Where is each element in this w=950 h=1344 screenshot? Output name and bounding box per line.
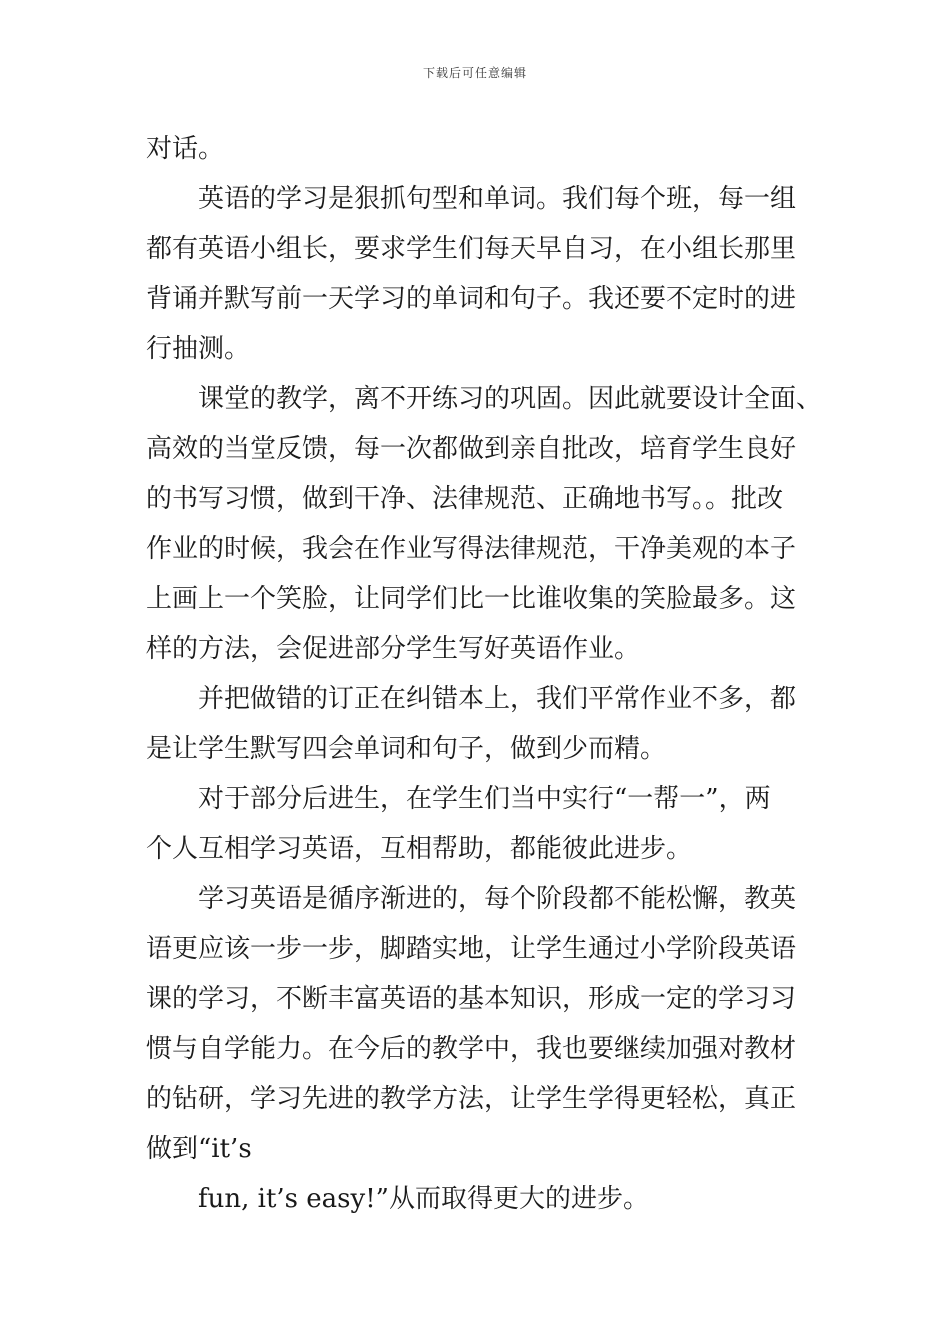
text-line: 学习英语是循序渐进的，每个阶段都不能松懈，教英 [198, 884, 797, 914]
text-line: 个人互相学习英语，互相帮助，都能彼此进步。 [146, 834, 693, 864]
text-line: 样的方法，会促进部分学生写好英语作业。 [146, 634, 641, 664]
text-line: 背诵并默写前一天学习的单词和句子。我还要不定时的进 [146, 284, 797, 314]
text-line: 上画上一个笑脸，让同学们比一比谁收集的笑脸最多。这 [146, 584, 797, 614]
text-line: 高效的当堂反馈，每一次都做到亲自批改，培育学生良好 [146, 434, 797, 464]
text-line: 惯与自学能力。在今后的教学中，我也要继续加强对教材 [146, 1034, 797, 1064]
text-line: 是让学生默写四会单词和句子，做到少而精。 [146, 734, 667, 764]
text-line: 语更应该一步一步，脚踏实地，让学生通过小学阶段英语 [146, 934, 797, 964]
text-line: fun, it’s easy!”从而取得更大的进步。 [198, 1184, 649, 1214]
text-line: 课堂的教学，离不开练习的巩固。因此就要设计全面、 [198, 384, 823, 414]
text-line: 对话。 [146, 134, 225, 164]
text-line: 做到“it’s [146, 1134, 252, 1164]
text-line: 行抽测。 [146, 334, 251, 364]
text-line: 作业的时候，我会在作业写得法律规范，干净美观的本子 [146, 534, 797, 564]
text-line: 英语的学习是狠抓句型和单词。我们每个班，每一组 [198, 184, 797, 214]
text-line: 并把做错的订正在纠错本上，我们平常作业不多，都 [198, 684, 797, 714]
page-header: 下载后可任意编辑 [422, 66, 527, 80]
body-text [146, 124, 836, 1224]
text-line: 的书写习惯，做到干净、法律规范、正确地书写。。批改 [146, 484, 784, 514]
text-line: 的钻研，学习先进的教学方法，让学生学得更轻松，真正 [146, 1084, 797, 1114]
text-line: 对于部分后进生，在学生们当中实行“一帮一”，两 [198, 784, 771, 814]
text-line: 课的学习，不断丰富英语的基本知识，形成一定的学习习 [146, 984, 797, 1014]
text-line: 都有英语小组长，要求学生们每天早自习，在小组长那里 [146, 234, 797, 264]
